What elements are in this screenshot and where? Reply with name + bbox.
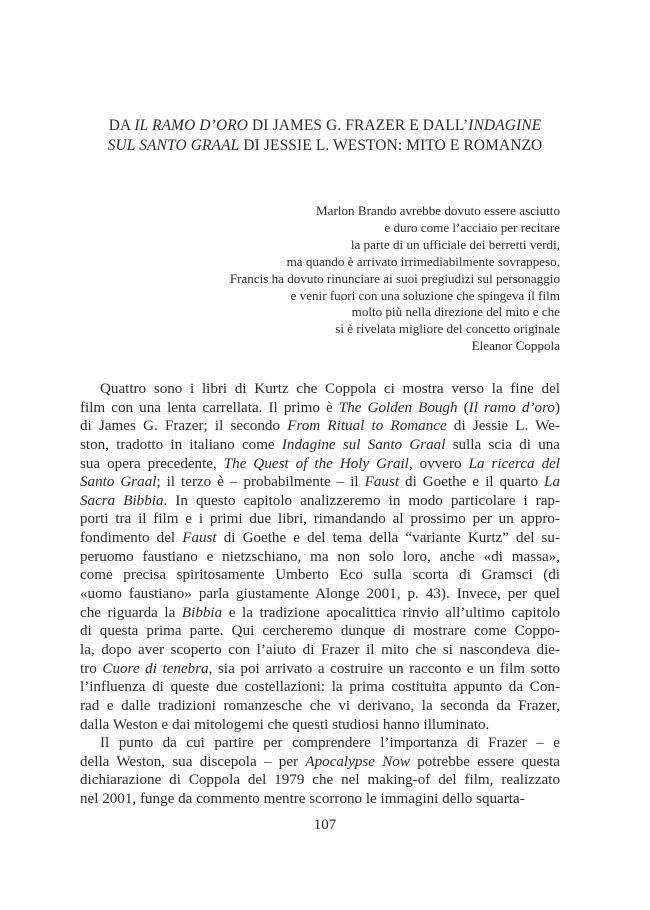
text-run: come precisa spiritosamente Umberto Eco sulla scorta di Gramsci (di [80, 567, 560, 584]
italic-text: Faust [182, 530, 217, 547]
text-run: «uomo faustiano» parla giustamente Alonge 2001, p. 43). Invece, per quel [80, 586, 560, 603]
page-number: 107 [313, 817, 337, 833]
text-run: di Goethe e il quarto [399, 474, 545, 491]
text-run: DI JESSIE L. WESTON: MITO E ROMANZO [239, 136, 543, 154]
body-line [80, 455, 560, 474]
epigraph-attribution: Eleanor Coppola [471, 338, 560, 354]
body-line [80, 604, 560, 623]
epigraph-line: molto più nella direzione del mito e che [351, 304, 560, 320]
body-line [80, 734, 560, 753]
body-line [80, 380, 560, 399]
text-run: sulla scia di una [445, 436, 560, 453]
italic-text: La ricerca del [468, 455, 561, 472]
body-line [80, 436, 560, 455]
body-line [80, 660, 560, 679]
italic-text: INDAGINE [468, 117, 542, 134]
text-run: della Weston, sua discepola – per [80, 753, 306, 770]
italic-text: Faust [364, 474, 400, 491]
text-run: di Jessie L. We- [446, 418, 560, 435]
body-line [80, 622, 560, 641]
body-line [80, 697, 560, 716]
italic-text: The Golden Bough [338, 399, 458, 416]
text-run: , sia poi arrivato a costruire un racconto e un film sotto [208, 660, 560, 677]
body-line [80, 771, 560, 790]
text-run: porti tra il film e i primi due libri, rimandando al prossimo per un appro- [80, 511, 560, 528]
text-run: nel 2001, funge da commento mentre scorrono le immagini dello squarta- [80, 791, 525, 808]
epigraph-line: ma quando è arrivato irrimediabilmente sovrappeso, [286, 253, 560, 269]
chapter-title-line-1 [60, 116, 590, 136]
text-run: di James G. Frazer; il secondo [80, 418, 288, 435]
epigraph-line: e duro come l’acciaio per recitare [384, 219, 560, 235]
text-run: l’influenza di queste due costellazioni: la prima costituita appunto da Con- [80, 679, 560, 696]
italic-text: Cuore di tenebra [102, 660, 209, 677]
epigraph-line: e venir fuori con una soluzione che spingeva il film [290, 287, 560, 303]
text-run: dalla Weston e dai mitologemi che questi studiosi hanno illuminato. [80, 716, 490, 733]
italic-text: La [544, 474, 560, 491]
text-run: ; il terzo è – probabilmente – il [156, 474, 365, 491]
body-line [80, 473, 560, 492]
epigraph-line: Marlon Brando avrebbe dovuto essere asciutto [316, 203, 560, 218]
italic-text: Santo Graal [80, 474, 157, 491]
italic-text: Indagine sul Santo Graal [281, 436, 446, 453]
body-line [80, 529, 560, 548]
italic-text: From Ritual to Romance [287, 418, 447, 435]
text-run: rad e dalle tradizioni romanzesche che vi derivano, la seconda da Frazer, [80, 697, 560, 714]
italic-text: IL RAMO D’ORO [134, 117, 249, 134]
epigraph-line: Francis ha dovuto rinunciare ai suoi pregiudizi sul personaggio [229, 270, 560, 286]
body-line [80, 492, 560, 511]
chapter-title [60, 116, 590, 155]
text-run: fondimento del [80, 530, 183, 547]
text-run: , ovvero [408, 455, 469, 472]
body-line [80, 790, 560, 809]
body-line [80, 753, 560, 772]
text-run: Il punto da cui partire per comprendere l’importanza di Frazer – e [100, 735, 560, 752]
body-line [80, 585, 560, 604]
text-run: la, dopo aver scoperto con l’aiuto di Frazer il mito che si nascondeva die- [80, 641, 560, 658]
chapter-title-line-2 [60, 136, 590, 156]
text-run: DI JAMES G. FRAZER E DALL’ [248, 117, 469, 134]
italic-text: Sacra Bibbia [80, 492, 164, 509]
text-run: DA [108, 117, 135, 134]
text-run: e la tradizione apocalittica rinvio all’ultimo capitolo [222, 604, 560, 621]
text-run: dichiarazione di Coppola del 1979 che nel making-of del film, realizzato [80, 772, 560, 789]
text-run: film con una lenta carrellata. Il primo è [80, 399, 339, 416]
body-text [80, 380, 560, 809]
text-run: ( [457, 399, 469, 416]
body-line [80, 548, 560, 567]
text-run: ston, tradotto in italiano come [80, 436, 282, 453]
body-line [80, 510, 560, 529]
italic-text: SUL SANTO GRAAL [107, 136, 240, 154]
italic-text: Il ramo d’oro [468, 399, 555, 416]
text-run: che riguarda la [80, 604, 182, 621]
italic-text: Apocalypse Now [305, 753, 410, 770]
text-run: sua opera precedente, [80, 455, 224, 472]
epigraph-line: la parte di un ufficiale dei berretti verdi, [350, 236, 560, 252]
text-run: ) [554, 399, 560, 416]
text-run: potrebbe essere questa [409, 753, 561, 770]
text-run: di Goethe e del tema della “variante Kurtz” del su- [216, 530, 561, 547]
text-run: peruomo faustiano e nietzschiano, ma non solo loro, anche «di massa», [80, 548, 560, 565]
text-run: di questa prima parte. Qui cercheremo dunque di mostrare come Coppo- [80, 623, 560, 640]
body-line [80, 716, 560, 735]
text-run: tro [80, 660, 103, 677]
body-line [80, 678, 560, 697]
text-run: Quattro sono i libri di Kurtz che Coppola ci mostra verso la fine del [100, 381, 560, 397]
body-line [80, 399, 560, 418]
body-line [80, 566, 560, 585]
body-line [80, 417, 560, 436]
body-line [80, 641, 560, 660]
epigraph-line: si è rivelata migliore del concetto originale [335, 321, 560, 337]
italic-text: The Quest of the Holy Grail [223, 455, 409, 472]
epigraph [230, 203, 560, 355]
text-run: . In questo capitolo analizzeremo in modo particolare i rap- [163, 492, 560, 509]
italic-text: Bibbia [181, 604, 223, 621]
